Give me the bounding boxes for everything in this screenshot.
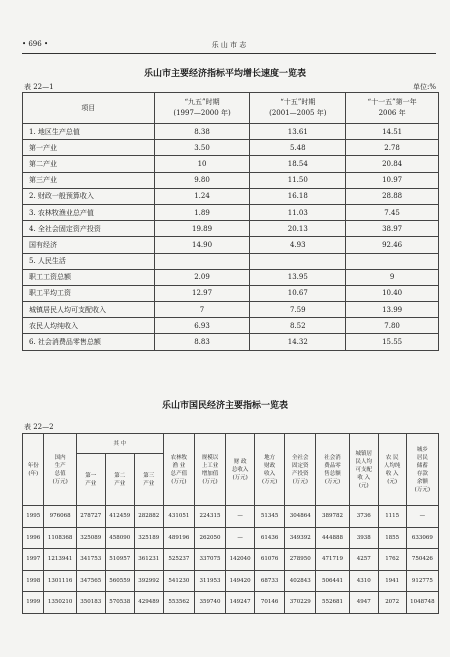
value-10th: 13.95 bbox=[250, 269, 346, 285]
value-11th: 38.97 bbox=[346, 221, 439, 237]
table-cell: 506441 bbox=[316, 570, 349, 592]
table-cell: 402843 bbox=[285, 570, 316, 592]
value-11th bbox=[346, 253, 439, 269]
table1-title: 乐山市主要经济指标平均增长速度一览表 bbox=[143, 69, 306, 79]
table-cell: 1350210 bbox=[44, 592, 76, 614]
value-10th: 10.67 bbox=[250, 285, 346, 301]
table-cell: 1941 bbox=[378, 570, 406, 592]
table-cell: 1213941 bbox=[44, 549, 76, 571]
table-cell: 4257 bbox=[349, 549, 378, 571]
value-11th: 9 bbox=[346, 269, 439, 285]
value-11th: 28.88 bbox=[346, 188, 439, 204]
table-row bbox=[23, 285, 439, 301]
table-cell: 4310 bbox=[349, 570, 378, 592]
table-cell: 633069 bbox=[406, 527, 438, 549]
growth-rate-table bbox=[22, 92, 439, 351]
value-9th bbox=[154, 253, 250, 269]
value-9th: 1.24 bbox=[154, 188, 250, 204]
value-10th: 4.93 bbox=[250, 237, 346, 253]
table-cell: 262050 bbox=[194, 527, 225, 549]
value-11th: 92.46 bbox=[346, 237, 439, 253]
table-cell: 51345 bbox=[255, 506, 285, 528]
table-row bbox=[23, 506, 439, 528]
table-cell: 750426 bbox=[406, 549, 438, 571]
value-11th: 10.97 bbox=[346, 172, 439, 188]
value-11th: 15.55 bbox=[346, 334, 439, 350]
table-row bbox=[23, 188, 439, 204]
table-cell: 1855 bbox=[378, 527, 406, 549]
table-cell: 347565 bbox=[76, 570, 105, 592]
table-cell: 311953 bbox=[194, 570, 225, 592]
row-name: 职工平均工资 bbox=[23, 285, 155, 301]
row-name: 第二产业 bbox=[23, 156, 155, 172]
table-row bbox=[23, 253, 439, 269]
row-name: 6. 社会消费品零售总额 bbox=[23, 334, 155, 350]
table-cell: 61436 bbox=[255, 527, 285, 549]
value-9th: 19.89 bbox=[154, 221, 250, 237]
table-row bbox=[23, 570, 439, 592]
col-header-11th: “十一五”第一年 2006 年 bbox=[346, 93, 439, 124]
value-9th: 1.89 bbox=[154, 204, 250, 220]
table-row bbox=[23, 221, 439, 237]
economic-indicators-table bbox=[22, 433, 439, 614]
table-cell: 553562 bbox=[163, 592, 194, 614]
row-name: 城镇居民人均可支配收入 bbox=[23, 302, 155, 318]
value-11th: 7.45 bbox=[346, 204, 439, 220]
table-cell: 1996 bbox=[23, 527, 44, 549]
row-name: 职工工资总额 bbox=[23, 269, 155, 285]
value-10th: 16.18 bbox=[250, 188, 346, 204]
value-11th: 2.78 bbox=[346, 140, 439, 156]
table-cell: 3736 bbox=[349, 506, 378, 528]
col-header-primary: 第一 产业 bbox=[76, 454, 105, 506]
table-cell: 278727 bbox=[76, 506, 105, 528]
row-name: 4. 全社会固定资产投资 bbox=[23, 221, 155, 237]
page-number: • 696 • bbox=[22, 40, 49, 48]
table1-unit: 单位:% bbox=[412, 83, 436, 91]
table2-label: 表 22—2 bbox=[24, 423, 54, 431]
table-cell: 350183 bbox=[76, 592, 105, 614]
table-cell: 337075 bbox=[194, 549, 225, 571]
table-cell: 389782 bbox=[316, 506, 349, 528]
value-10th: 8.52 bbox=[250, 318, 346, 334]
table-row bbox=[23, 204, 439, 220]
col-header-fixed-investment: 全社会 固定资 产投资 (万元) bbox=[285, 434, 316, 506]
table-row bbox=[23, 140, 439, 156]
row-name: 3. 农林牧渔业总产值 bbox=[23, 204, 155, 220]
col-header-urban-income: 城镇居 民人均 可支配 收 入 (元) bbox=[349, 434, 378, 506]
value-10th: 14.32 bbox=[250, 334, 346, 350]
value-10th: 20.13 bbox=[250, 221, 346, 237]
header-rule bbox=[22, 53, 436, 54]
col-header-tertiary: 第三 产业 bbox=[134, 454, 163, 506]
table-cell: 2072 bbox=[378, 592, 406, 614]
value-9th: 14.90 bbox=[154, 237, 250, 253]
col-header-item: 项目 bbox=[23, 93, 155, 124]
table-row bbox=[23, 549, 439, 571]
col-header-agri: 农林牧 渔 业 总产值 (万元) bbox=[163, 434, 194, 506]
table1-header-row bbox=[23, 93, 439, 124]
table-cell: 525237 bbox=[163, 549, 194, 571]
value-9th: 9.80 bbox=[154, 172, 250, 188]
table-cell: — bbox=[226, 527, 255, 549]
row-name: 1. 地区生产总值 bbox=[23, 124, 155, 140]
table-cell: 1108368 bbox=[44, 527, 76, 549]
table-cell: 359740 bbox=[194, 592, 225, 614]
table-row bbox=[23, 269, 439, 285]
col-header-local-fiscal: 地方 财政 收入 (万元) bbox=[255, 434, 285, 506]
col-header-savings: 城乡 居民 储蓄 存款 余额 (万元) bbox=[406, 434, 438, 506]
col-header-gdp: 国内 生产 总值 (万元) bbox=[44, 434, 76, 506]
col-header-farmer-income: 农 民 人均纯 收 入 (元) bbox=[378, 434, 406, 506]
value-11th: 13.99 bbox=[346, 302, 439, 318]
table-cell: 370229 bbox=[285, 592, 316, 614]
table-cell: 361231 bbox=[134, 549, 163, 571]
table-cell: 142040 bbox=[226, 549, 255, 571]
row-name: 第一产业 bbox=[23, 140, 155, 156]
table-cell: 149420 bbox=[226, 570, 255, 592]
table-cell: 1997 bbox=[23, 549, 44, 571]
table-cell: 149247 bbox=[226, 592, 255, 614]
table-cell: 1762 bbox=[378, 549, 406, 571]
table-cell: 510957 bbox=[105, 549, 134, 571]
value-11th: 7.80 bbox=[346, 318, 439, 334]
table-cell: 489196 bbox=[163, 527, 194, 549]
table-row bbox=[23, 156, 439, 172]
table-cell: 278950 bbox=[285, 549, 316, 571]
value-9th: 3.50 bbox=[154, 140, 250, 156]
value-9th: 2.09 bbox=[154, 269, 250, 285]
table-cell: 1998 bbox=[23, 570, 44, 592]
table-cell: 70146 bbox=[255, 592, 285, 614]
table2-header-row-1 bbox=[23, 434, 439, 454]
value-11th: 10.40 bbox=[346, 285, 439, 301]
value-10th: 11.50 bbox=[250, 172, 346, 188]
table-cell: 412459 bbox=[105, 506, 134, 528]
running-header bbox=[22, 40, 436, 54]
value-10th: 7.59 bbox=[250, 302, 346, 318]
table-cell: 429489 bbox=[134, 592, 163, 614]
table-cell: 3938 bbox=[349, 527, 378, 549]
value-11th: 20.84 bbox=[346, 156, 439, 172]
table-cell: 68733 bbox=[255, 570, 285, 592]
table-cell: 325089 bbox=[76, 527, 105, 549]
table-cell: 444888 bbox=[316, 527, 349, 549]
table-cell: 431051 bbox=[163, 506, 194, 528]
table-row bbox=[23, 334, 439, 350]
row-name: 第三产业 bbox=[23, 172, 155, 188]
table-row bbox=[23, 124, 439, 140]
table-cell: 912775 bbox=[406, 570, 438, 592]
value-10th: 18.54 bbox=[250, 156, 346, 172]
table-cell: 570538 bbox=[105, 592, 134, 614]
table-cell: 61076 bbox=[255, 549, 285, 571]
table-cell: 392992 bbox=[134, 570, 163, 592]
table-cell: 282882 bbox=[134, 506, 163, 528]
table1-label: 表 22—1 bbox=[24, 83, 54, 91]
table-cell: 976068 bbox=[44, 506, 76, 528]
value-10th: 11.03 bbox=[250, 204, 346, 220]
table2-title: 乐山市国民经济主要指标一览表 bbox=[161, 401, 288, 411]
table-cell: 1048748 bbox=[406, 592, 438, 614]
row-name: 国有经济 bbox=[23, 237, 155, 253]
value-10th bbox=[250, 253, 346, 269]
table-row bbox=[23, 592, 439, 614]
value-10th: 13.61 bbox=[250, 124, 346, 140]
value-9th: 8.83 bbox=[154, 334, 250, 350]
table-row bbox=[23, 302, 439, 318]
col-header-year: 年份 (年) bbox=[23, 434, 44, 506]
table-row bbox=[23, 172, 439, 188]
table-cell: 552681 bbox=[316, 592, 349, 614]
table-row bbox=[23, 318, 439, 334]
table-cell: 304864 bbox=[285, 506, 316, 528]
row-name: 5. 人民生活 bbox=[23, 253, 155, 269]
table-cell: 458090 bbox=[105, 527, 134, 549]
table-cell: 1301116 bbox=[44, 570, 76, 592]
table-cell: 1999 bbox=[23, 592, 44, 614]
table-cell: — bbox=[406, 506, 438, 528]
value-10th: 5.48 bbox=[250, 140, 346, 156]
table-cell: 341753 bbox=[76, 549, 105, 571]
value-9th: 10 bbox=[154, 156, 250, 172]
table-cell: 224315 bbox=[194, 506, 225, 528]
book-title: 乐 山 市 志 bbox=[211, 41, 247, 49]
table-cell: 541230 bbox=[163, 570, 194, 592]
col-header-9th: “九五”时期 (1997—2000 年) bbox=[154, 93, 250, 124]
col-header-10th: “十五”时期 (2001—2005 年) bbox=[250, 93, 346, 124]
table-cell: 1115 bbox=[378, 506, 406, 528]
col-header-secondary: 第二 产业 bbox=[105, 454, 134, 506]
row-name: 2. 财政一般预算收入 bbox=[23, 188, 155, 204]
table-cell: 325189 bbox=[134, 527, 163, 549]
table-cell: 349392 bbox=[285, 527, 316, 549]
table-cell: 4947 bbox=[349, 592, 378, 614]
value-9th: 6.93 bbox=[154, 318, 250, 334]
value-9th: 7 bbox=[154, 302, 250, 318]
col-header-industry: 规模以 上工业 增加值 (万元) bbox=[194, 434, 225, 506]
table-cell: 560559 bbox=[105, 570, 134, 592]
row-name: 农民人均纯收入 bbox=[23, 318, 155, 334]
table-cell: 471719 bbox=[316, 549, 349, 571]
table-cell: 1995 bbox=[23, 506, 44, 528]
col-header-fiscal: 财 政 总收入 (万元) bbox=[226, 434, 255, 506]
col-header-retail: 社会消 费品零 售总额 (万元) bbox=[316, 434, 349, 506]
value-11th: 14.51 bbox=[346, 124, 439, 140]
table-cell: — bbox=[226, 506, 255, 528]
table-row bbox=[23, 527, 439, 549]
table-row bbox=[23, 237, 439, 253]
col-header-of-which: 其 中 bbox=[76, 434, 163, 454]
value-9th: 8.38 bbox=[154, 124, 250, 140]
value-9th: 12.97 bbox=[154, 285, 250, 301]
